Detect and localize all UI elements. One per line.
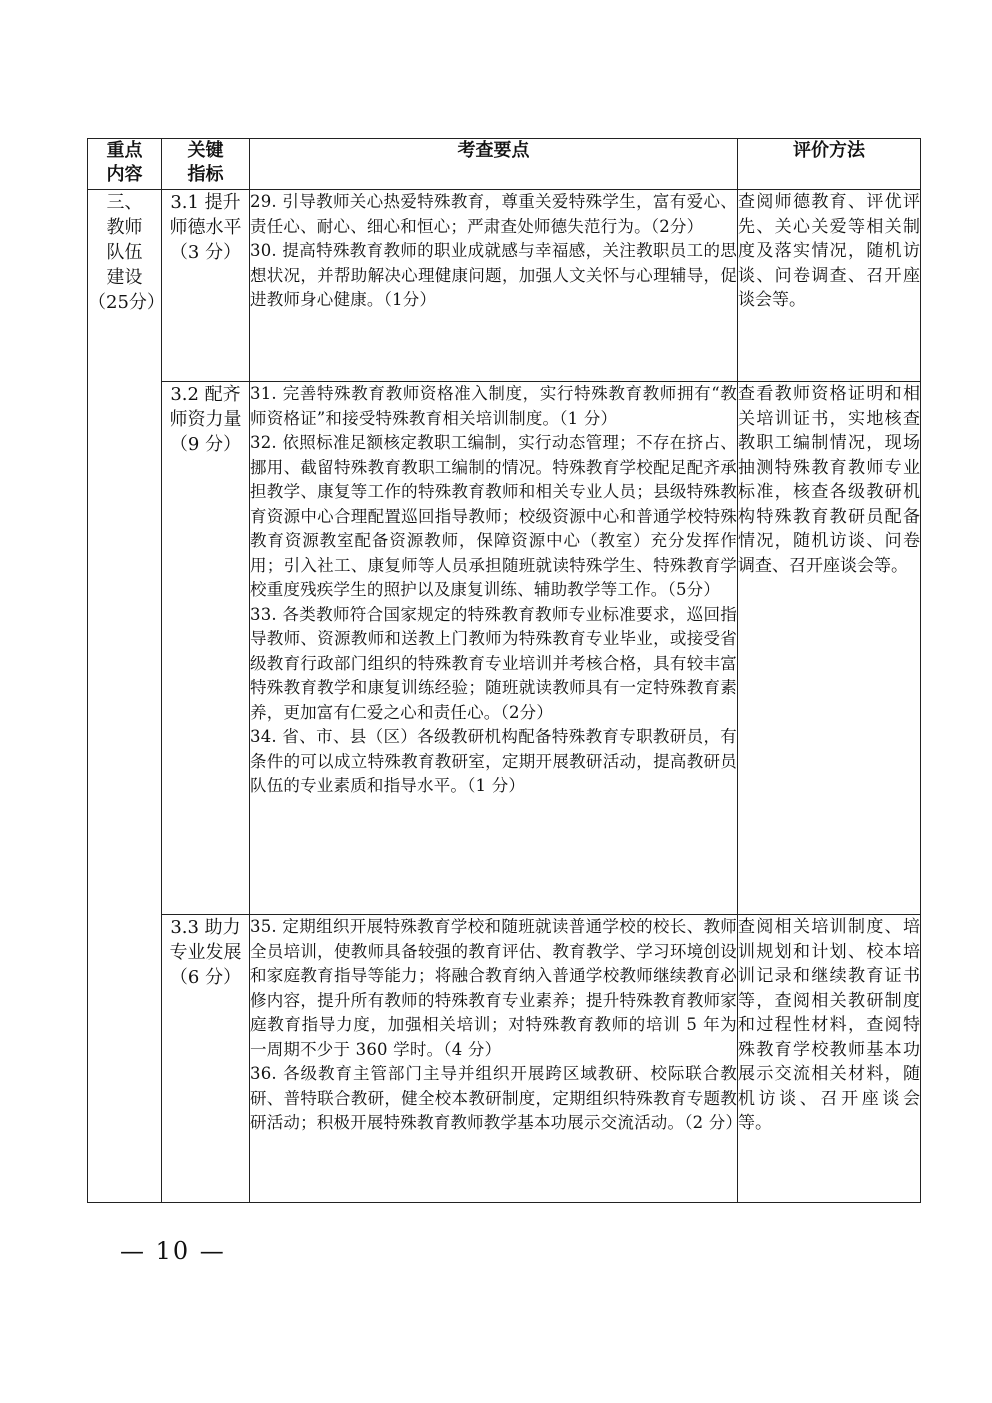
method-cell: 查阅师德教育、评优评先、关心关爱等相关制度及落实情况，随机访谈、问卷调查、召开座谈会等。 xyxy=(738,190,921,382)
check-point-item: 36. 各级教育主管部门主导并组织开展跨区域教研、校际联合教研、普特联合教研，健全校本教研制度，定期组织特殊教育专题教研活动；积极开展特殊教育教师教学基本功展示交流活动。（2 分） xyxy=(250,1064,743,1132)
method-cell: 查阅相关培训制度、培训规划和计划、校本培训记录和继续教育证书等，查阅相关教研制度和过程性材料，查阅特殊教育学校教师基本功展示交流相关材料，随机访谈、召开座谈会等。 xyxy=(738,915,921,1203)
page-number: — 10 — xyxy=(120,1237,226,1265)
indicator-cell: 3.2 配齐 师资力量 （9 分） xyxy=(162,382,250,915)
indicator-cell: 3.3 助力 专业发展 （6 分） xyxy=(162,915,250,1203)
check-point-item: 33. 各类教师符合国家规定的特殊教育教师专业标准要求，巡回指导教师、资源教师和送教上门教师为特殊教育专业毕业，或接受省级教育行政部门组织的特殊教育专业培训并考核合格，具有较丰富特殊教育教学和康复训练经验；随班就读教师具有一定特殊教育素养，更加富有仁爱之心和责任心。（2分） xyxy=(250,604,737,722)
check-points-cell xyxy=(250,382,738,915)
check-point-item: 31. 完善特殊教育教师资格准入制度，实行特殊教育教师拥有“教师资格证”和接受特殊教育相关培训制度。（1 分） xyxy=(250,384,737,428)
method-cell: 查看教师资格证明和相关培训证书，实地核查教职工编制情况，现场抽测特殊教育教师专业标准，核查各级教研机构特殊教育教研员配备情况，随机访谈、问卷调查、召开座谈会等。 xyxy=(738,382,921,915)
check-points-cell xyxy=(250,190,738,382)
header-check-points: 考查要点 xyxy=(250,139,738,190)
check-point-item: 29. 引导教师关心热爱特殊教育，尊重关爱特殊学生，富有爱心、责任心、耐心、细心和恒心；严肃查处师德失范行为。（2分） xyxy=(250,192,737,236)
check-points-cell xyxy=(250,915,743,1203)
table-row xyxy=(88,915,921,1203)
section-cell: 三、 教师 队伍 建设 （25分） xyxy=(88,190,162,1203)
evaluation-table xyxy=(87,138,921,1203)
header-key-indicator: 关键 指标 xyxy=(162,139,250,190)
check-point-item: 35. 定期组织开展特殊教育学校和随班就读普通学校的校长、教师全员培训，使教师具备较强的教育评估、教育教学、学习环境创设和家庭教育指导等能力；将融合教育纳入普通学校教师继续教育必修内容，提升所有教师的特殊教育专业素养；提升特殊教育教师家庭教育指导力度，加强相关培训；对特殊教育教师的培训 5 年为一周期不少于 360 学时。（4 分） xyxy=(250,917,737,1059)
header-evaluation-method: 评价方法 xyxy=(738,139,921,190)
check-point-item: 32. 依照标准足额核定教职工编制，实行动态管理；不存在挤占、挪用、截留特殊教育教职工编制的情况。特殊教育学校配足配齐承担教学、康复等工作的特殊教育教师和相关专业人员；县级特殊教育资源中心合理配置巡回指导教师；校级资源中心和普通学校特殊教育资源教室配备资源教师，保障资源中心（教室）充分发挥作用；引入社工、康复师等人员承担随班就读特殊学生、特殊教育学校重度残疾学生的照护以及康复训练、辅助教学等工作。（5分） xyxy=(250,433,737,599)
check-point-item: 34. 省、市、县（区）各级教研机构配备特殊教育专职教研员，有条件的可以成立特殊教育教研室，定期开展教研活动，提高教研员队伍的专业素质和指导水平。（1 分） xyxy=(250,727,737,795)
header-key-content: 重点 内容 xyxy=(88,139,162,190)
table-row xyxy=(88,190,921,382)
table-header-row xyxy=(88,139,921,190)
indicator-cell: 3.1 提升 师德水平 （3 分） xyxy=(162,190,250,382)
check-point-item: 30. 提高特殊教育教师的职业成就感与幸福感，关注教职员工的思想状况，并帮助解决心理健康问题，加强人文关怀与心理辅导，促进教师身心健康。（1分） xyxy=(250,241,737,309)
table-row xyxy=(88,382,921,915)
